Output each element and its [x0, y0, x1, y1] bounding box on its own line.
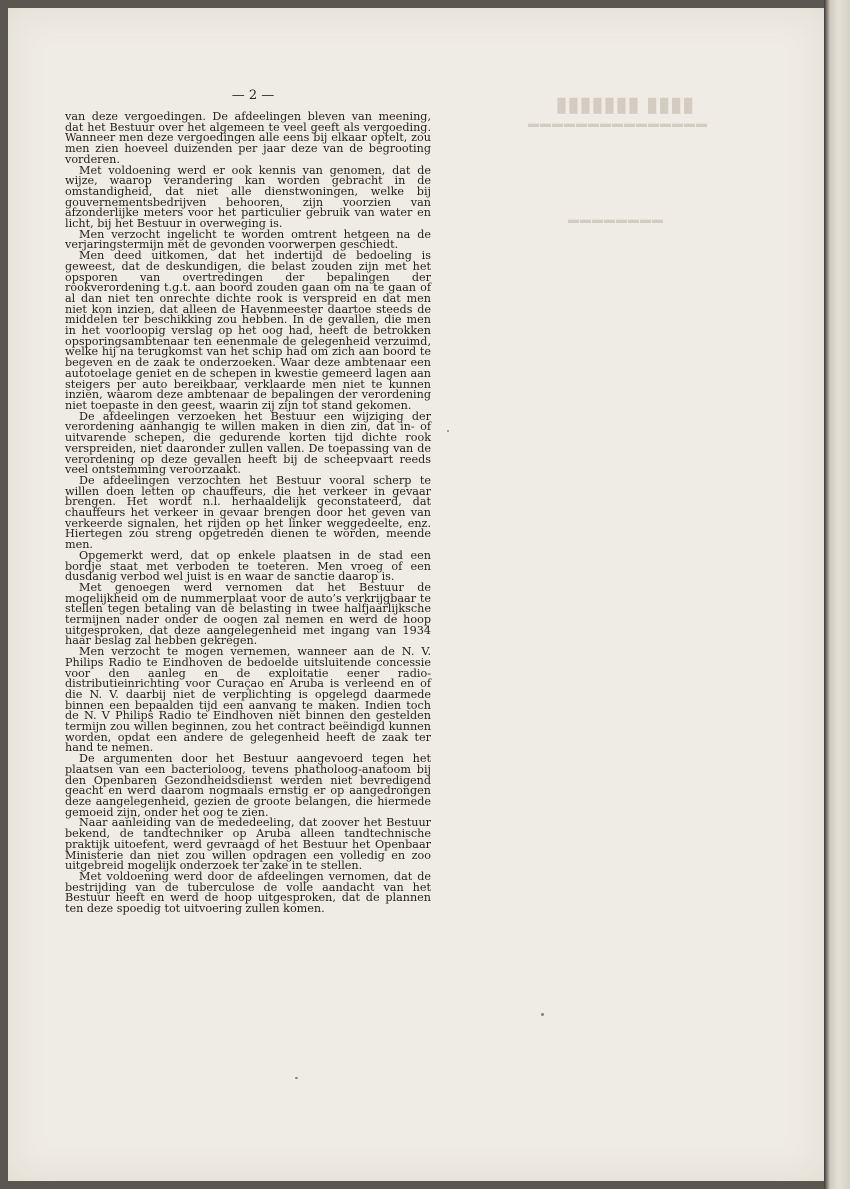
paragraph: Met voldoening werd er ook kennis van genomen, dat de wijze, waarop verandering kan worden gebracht in de omstandigheid, dat niet alle dienstwoningen, welke bij gouvernementsbedrijven behooren, zijn voorzien van afzonderlijke meters voor het particulier gebruik van water en licht, bij het Bestuur in overweging is.	[65, 163, 431, 231]
paragraph: Men verzocht te mogen vernemen, wanneer aan de N. V. Philips Radio te Eindhoven de bedoelde uitsluitende concessie voor den aanleg en de exploitatie eener radio-distributieinrichting voor Curaçao en Aruba is verleend en of die N. V. daarbij niet de verplichting is opgelegd daarmede binnen een bepaalden tijd een aanvang te maken. Indien toch de N. V Philips Radio te Eindhoven niet binnen den gestelden termijn zou willen beginnen, zou het contract beëindigd kunnen worden, opdat een andere de gelegenheid heeft de zaak ter hand te nemen.	[65, 645, 431, 755]
paragraph: Men deed uitkomen, dat het indertijd de bedoeling is geweest, dat de deskundigen, die belast zouden zijn met het opsporen van overtredingen der bepalingen der rookverordening t.g.t. aan boord zouden gaan om na te gaan of al dan niet ten onrechte dichte rook is verspreid en dat men niet kon inzien, dat alleen de Havenmeester daartoe steeds de middelen ter beschikking zou hebben. In de gevallen, die men in het voorloopig verslag op het oog had, heeft de betrokken opsporingsambtenaar ten eenenmale de gelegenheid verzuimd, welke hij na terugkomst van het schip had om zich aan boord te begeven en de zaak te onderzoeken. Waar deze ambtenaar een autotoelage geniet en de schepen in kwestie gemeerd lagen aan steigers per auto bereikbaar, verklaarde men niet te kunnen inzien, waarom deze ambtenaar de bepalingen der verordening niet toepaste in den geest, waarin zij zijn tot stand gekomen.	[65, 249, 431, 412]
paragraph: van deze vergoedingen. De afdeelingen bleven van meening, dat het Bestuur over het algemeen te veel geeft als vergoeding. Wanneer men deze vergoedingen alle eens bij elkaar optelt, zou men zien hoeveel duizenden per jaar deze van de begrooting vorderen.	[65, 110, 431, 166]
paragraph: Men verzocht ingelicht te worden omtrent hetgeen na de verjaringstermijn met de gevonden voorwerpen geschiedt.	[65, 227, 431, 252]
document-page	[8, 8, 824, 1181]
paragraph: Opgemerkt werd, dat op enkele plaatsen in de stad een bordje staat met verboden te toeteren. Men vroeg of een dusdanig verbod wel juist is en waar de sanctie daarop is.	[65, 548, 431, 584]
paragraph: De argumenten door het Bestuur aangevoerd tegen het plaatsen van een bacterioloog, tevens phatholoog-anatoom bij den Openbaren Gezondheidsdienst werden niet bevredigend geacht en werd daarom nogmaals ernstig er op aangedrongen deze aangelegenheid, gezien de groote belangen, die hiermede gemoeid zijn, onder het oog te zien.	[65, 752, 431, 819]
page-number: — 2 —	[231, 88, 275, 103]
page-edge	[824, 0, 850, 1189]
show-through-header-mark: ▮▮▮▮▮▮▮ ▮▮▮▮	[556, 94, 695, 116]
paragraph: Met genoegen werd vernomen dat het Bestuur de mogelijkheid om de nummerplaat voor de auto’s verkrijgbaar te stellen tegen betaling van de belasting in twee halfjaarlijksche termijnen nader onder de oogen zal nemen en werd de hoop uitgesproken, dat deze aangelegenheid met ingang van 1934 haar beslag zal hebben gekregen.	[65, 580, 431, 648]
paragraph: De afdeelingen verzochten het Bestuur vooral scherp te willen doen letten op chauffeurs, die het verkeer in gevaar brengen. Het wordt n.l. herhaaldelijk geconstateerd, dat chauffeurs het verkeer in gevaar brengen door het geven van verkeerde signalen, het rijden op het linker weggedeelte, enz. Hiertegen zou streng opgetreden dienen te worden, meende men.	[65, 473, 431, 552]
show-through-subheader-mark: ▬▬▬▬▬▬▬▬▬▬▬▬▬▬▬	[528, 118, 708, 130]
paragraph: De afdeelingen verzoeken het Bestuur een wijziging der verordening aanhangig te willen maken in dien zin, dat in- of uitvarende schepen, die gedurende korten tijd dichte rook verspreiden, niet daaronder zullen vallen. De toepassing van de verordening op deze gevallen heeft bij de scheepvaart reeds veel ontstemming veroorzaakt.	[65, 409, 431, 477]
paper-speck	[295, 1077, 298, 1079]
body-text	[65, 112, 431, 915]
paragraph: Naar aanleiding van de mededeeling, dat zoover het Bestuur bekend, de tandtechniker op Aruba alleen tandtechnische praktijk uitoefent, werd gevraagd of het Bestuur het Openbaar Ministerie dan niet zou willen opdragen een volledig en zoo uitgebreid mogelijk onderzoek ter zake in te stellen.	[65, 816, 431, 873]
paper-speck	[541, 1013, 544, 1016]
paragraph: Met voldoening werd door de afdeelingen vernomen, dat de bestrijding van de tuberculose de volle aandacht van het Bestuur heeft en werd de hoop uitgesproken, dat de plannen ten deze spoedig tot uitvoering zullen komen.	[65, 869, 431, 916]
paper-speck	[447, 430, 449, 432]
show-through-section-mark: ▬▬▬▬▬▬▬▬	[568, 214, 664, 226]
